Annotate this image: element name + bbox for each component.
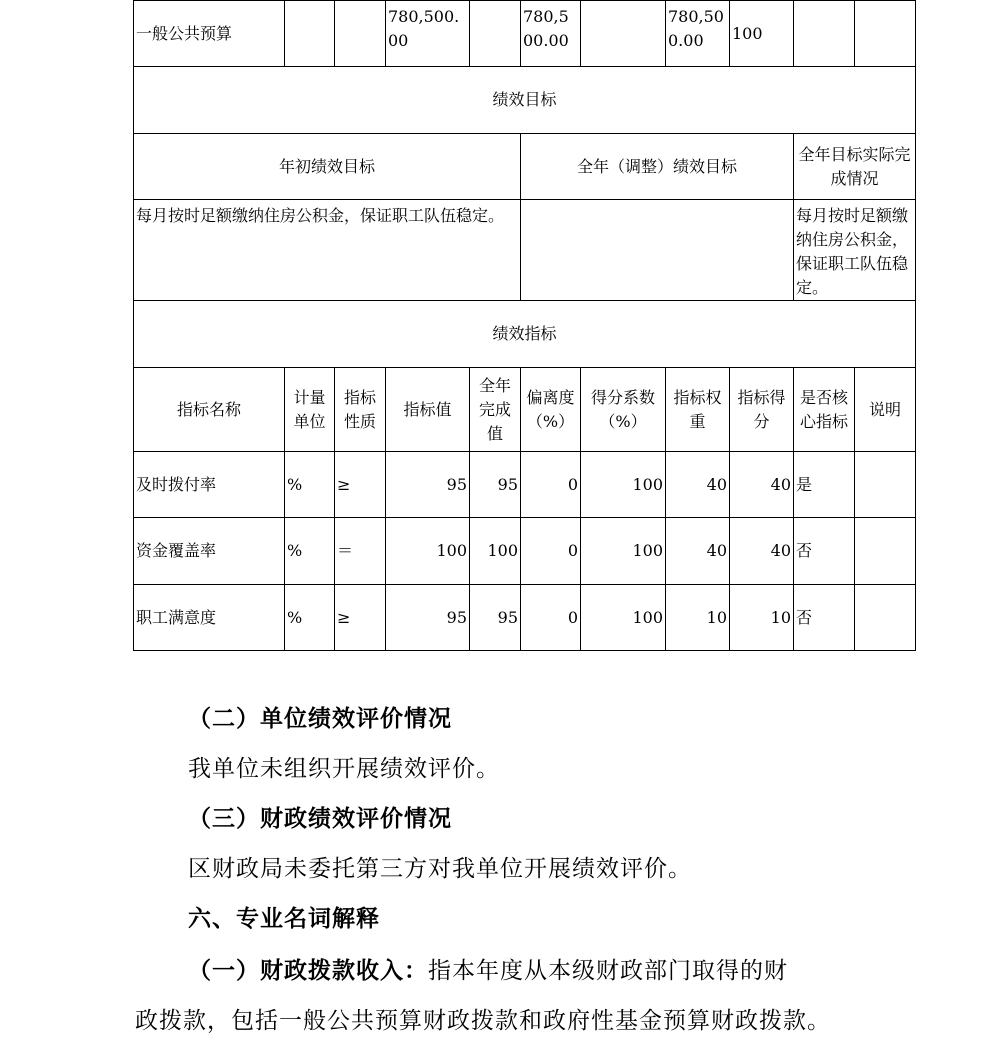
col-header: 偏离度（%） (521, 368, 581, 452)
heading-finance-evaluation: （三）财政绩效评价情况 (188, 805, 452, 832)
budget-percent: 100 (730, 1, 794, 67)
table-row (134, 585, 916, 651)
indicator-score: 40 (730, 518, 794, 585)
indicator-core: 否 (794, 518, 855, 585)
goal-header-initial: 年初绩效目标 (134, 134, 521, 200)
indicator-name: 职工满意度 (134, 585, 285, 651)
indicator-deviation: 0 (521, 518, 581, 585)
indicator-unit: % (285, 585, 335, 651)
budget-name: 一般公共预算 (134, 1, 285, 67)
indicator-note (855, 518, 916, 585)
performance-table (133, 0, 916, 651)
indicator-value: 100 (386, 518, 470, 585)
section-goal-title: 绩效目标 (134, 67, 916, 134)
col-header: 指标得分 (730, 368, 794, 452)
indicator-coef: 100 (581, 585, 666, 651)
col-header: 指标权重 (666, 368, 730, 452)
table-row (134, 452, 916, 518)
paragraph-finance-evaluation: 区财政局未委托第三方对我单位开展绩效评价。 (188, 856, 692, 882)
paragraph-unit-evaluation: 我单位未组织开展绩效评价。 (188, 756, 500, 782)
table-row (134, 518, 916, 585)
indicator-weight: 10 (666, 585, 730, 651)
indicator-nature: ≥ (335, 585, 386, 651)
goal-header-adjusted: 全年（调整）绩效目标 (521, 134, 794, 200)
budget-amount-2: 780,500.00 (521, 1, 581, 67)
col-header: 说明 (855, 368, 916, 452)
glossary-term: （一）财政拨款收入： (188, 957, 428, 984)
indicator-score: 10 (730, 585, 794, 651)
indicator-core: 是 (794, 452, 855, 518)
indicator-done: 95 (470, 585, 521, 651)
goal-initial-value: 每月按时足额缴纳住房公积金，保证职工队伍稳定。 (134, 200, 521, 301)
indicator-score: 40 (730, 452, 794, 518)
indicator-weight: 40 (666, 452, 730, 518)
indicator-value: 95 (386, 452, 470, 518)
goal-adjusted-value (521, 200, 794, 301)
indicator-note (855, 585, 916, 651)
heading-glossary: 六、专业名词解释 (188, 905, 380, 932)
col-header: 指标名称 (134, 368, 285, 452)
col-header: 指标性质 (335, 368, 386, 452)
indicator-deviation: 0 (521, 585, 581, 651)
indicator-coef: 100 (581, 452, 666, 518)
indicator-unit: % (285, 452, 335, 518)
indicator-nature: ＝ (335, 518, 386, 585)
indicator-done: 100 (470, 518, 521, 585)
glossary-def: 指本年度从本级财政部门取得的财 (428, 958, 788, 984)
glossary-line-1 (188, 952, 788, 985)
indicator-coef: 100 (581, 518, 666, 585)
indicator-core: 否 (794, 585, 855, 651)
indicator-deviation: 0 (521, 452, 581, 518)
col-header: 指标值 (386, 368, 470, 452)
budget-amount-1: 780,500.00 (386, 1, 470, 67)
budget-row (134, 1, 916, 67)
goal-header-actual: 全年目标实际完成情况 (794, 134, 916, 200)
indicator-value: 95 (386, 585, 470, 651)
col-header: 是否核心指标 (794, 368, 855, 452)
indicator-nature: ≥ (335, 452, 386, 518)
indicator-done: 95 (470, 452, 521, 518)
col-header: 得分系数（%） (581, 368, 666, 452)
goal-actual-value: 每月按时足额缴纳住房公积金，保证职工队伍稳定。 (794, 200, 916, 301)
indicator-header-row (134, 368, 916, 452)
col-header: 全年完成值 (470, 368, 521, 452)
section-indicator-title: 绩效指标 (134, 301, 916, 368)
indicator-name: 资金覆盖率 (134, 518, 285, 585)
budget-amount-3: 780,500.00 (666, 1, 730, 67)
heading-unit-evaluation: （二）单位绩效评价情况 (188, 705, 452, 732)
indicator-note (855, 452, 916, 518)
indicator-weight: 40 (666, 518, 730, 585)
indicator-name: 及时拨付率 (134, 452, 285, 518)
indicator-unit: % (285, 518, 335, 585)
col-header: 计量单位 (285, 368, 335, 452)
glossary-line-2: 政拨款，包括一般公共预算财政拨款和政府性基金预算财政拨款。 (135, 1008, 831, 1034)
